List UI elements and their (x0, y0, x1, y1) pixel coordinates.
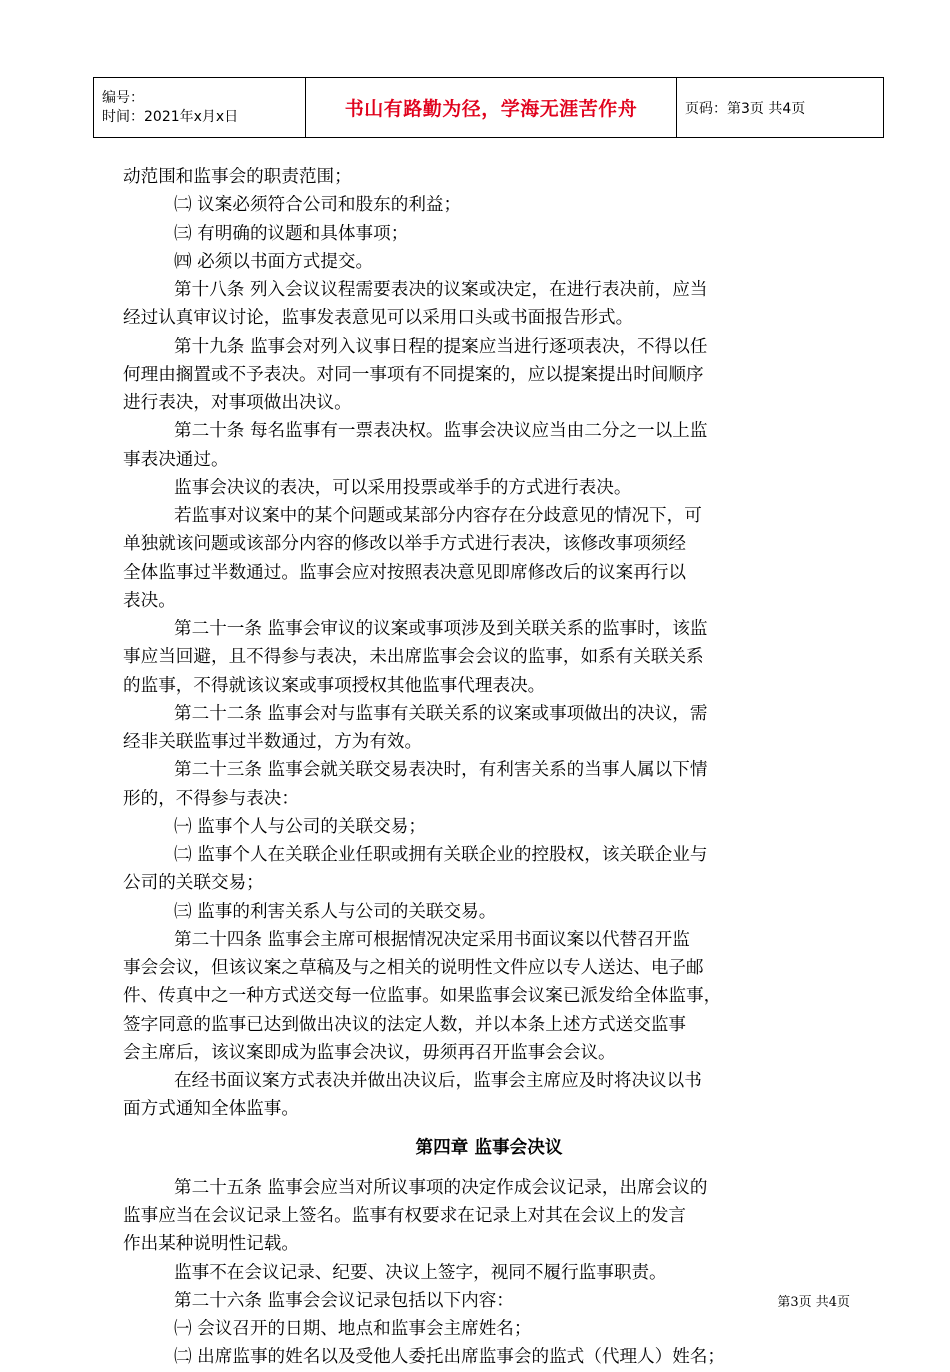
text-line: ㈡ 出席监事的姓名以及受他人委托出席监事会的监式（代理人）姓名； (174, 1347, 726, 1368)
header-motto: 书山有路勤为径，学海无涯苦作舟 (306, 78, 677, 138)
text-line: 监事不在会议记录、纪要、决议上签字，视同不履行监事职责。 (174, 1262, 667, 1283)
text-line: ㈢ 有明确的议题和具体事项； (174, 223, 409, 244)
text-line: 面方式通知全体监事。 (123, 1099, 299, 1120)
text-line: 形的，不得参与表决： (123, 788, 299, 809)
text-line: 第二十一条 监事会审议的议案或事项涉及到关联关系的监事时，该监 (174, 619, 708, 639)
text-line: 会主席后，该议案即成为监事会决议，毋须再召开监事会会议。 (123, 1042, 616, 1063)
text-line: 件、传真中之一种方式送交每一位监事。如果监事会议案已派发给全体监事， (123, 986, 722, 1007)
document-body (123, 163, 855, 1372)
text-line: 第十九条 监事会对列入议事日程的提案应当进行逐项表决，不得以任 (174, 336, 708, 357)
text-line: ㈣ 必须以书面方式提交。 (174, 251, 374, 272)
text-line: 事会会议，但该议案之草稿及与之相关的说明性文件应以专人送达、电子邮 (123, 958, 704, 978)
text-line: 何理由搁置或不予表决。对同一事项有不同提案的，应以提案提出时间顺序 (123, 364, 704, 385)
text-line: 监事应当在会议记录上签名。监事有权要求在记录上对其在会议上的发言 (123, 1206, 687, 1226)
chapter-heading: 第四章 监事会决议 (415, 1137, 563, 1158)
text-line: 第二十二条 监事会对与监事有关联关系的议案或事项做出的决议，需 (174, 703, 708, 724)
text-line: 第二十四条 监事会主席可根据情况决定采用书面议案以代替召开监 (174, 929, 690, 950)
text-line: 第十八条 列入会议议程需要表决的议案或决定，在进行表决前，应当 (174, 280, 708, 300)
text-line: 在经书面议案方式表决并做出决议后，监事会主席应及时将决议以书 (174, 1071, 702, 1091)
text-line: 单独就该问题或该部分内容的修改以举手方式进行表决，该修改事项须经 (123, 534, 687, 555)
footer-page-number: 第3页 共4页 (777, 1295, 850, 1310)
header-page-label: 页码：第3页 共4页 (677, 78, 884, 138)
document-header (93, 77, 884, 138)
text-line: ㈠ 监事个人与公司的关联交易； (174, 816, 426, 837)
number-label: 编号： (102, 89, 144, 106)
text-line: ㈡ 监事个人在关联企业任职或拥有关联企业的控股权，该关联企业与 (174, 845, 708, 865)
text-line: 的监事，不得就该议案或事项授权其他监事代理表决。 (123, 675, 546, 696)
text-line: 第二十五条 监事会应当对所议事项的决定作成会议记录，出席会议的 (174, 1177, 708, 1198)
text-line: ㈢ 监事的利害关系人与公司的关联交易。 (174, 901, 497, 922)
text-line: ㈡ 议案必须符合公司和股东的利益； (174, 195, 462, 216)
text-line: ㈠ 会议召开的日期、地点和监事会主席姓名； (174, 1319, 532, 1339)
text-line: 第二十三条 监事会就关联交易表决时，有利害关系的当事人属以下情 (174, 760, 708, 781)
text-line: 若监事对议案中的某个问题或某部分内容存在分歧意见的情况下，可 (174, 506, 702, 526)
text-line: 表决。 (123, 590, 176, 611)
text-line: 公司的关联交易； (123, 873, 264, 894)
text-line: 签字同意的监事已达到做出决议的法定人数，并以本条上述方式送交监事 (123, 1014, 687, 1035)
text-line: 事应当回避，且不得参与表决，未出席监事会会议的监事，如系有关联关系 (123, 647, 704, 668)
text-line: 作出某种说明性记载。 (123, 1234, 299, 1255)
header-meta-cell (94, 78, 306, 138)
text-line: 第二十条 每名监事有一票表决权。监事会决议应当由二分之一以上监 (174, 421, 708, 442)
text-line: 经非关联监事过半数通过，方为有效。 (123, 732, 423, 752)
text-line: 全体监事过半数通过。监事会应对按照表决意见即席修改后的议案再行以 (123, 562, 687, 583)
time-label: 时间：2021年x月x日 (102, 108, 239, 125)
text-line: 经过认真审议讨论，监事发表意见可以采用口头或书面报告形式。 (123, 308, 634, 329)
text-line: 事表决通过。 (123, 449, 229, 470)
text-line: 进行表决，对事项做出决议。 (123, 393, 352, 413)
text-line: 监事会决议的表决，可以采用投票或举手的方式进行表决。 (174, 477, 632, 498)
text-line: 动范围和监事会的职责范围； (123, 167, 352, 187)
text-line: 第二十六条 监事会会议记录包括以下内容： (174, 1290, 514, 1311)
